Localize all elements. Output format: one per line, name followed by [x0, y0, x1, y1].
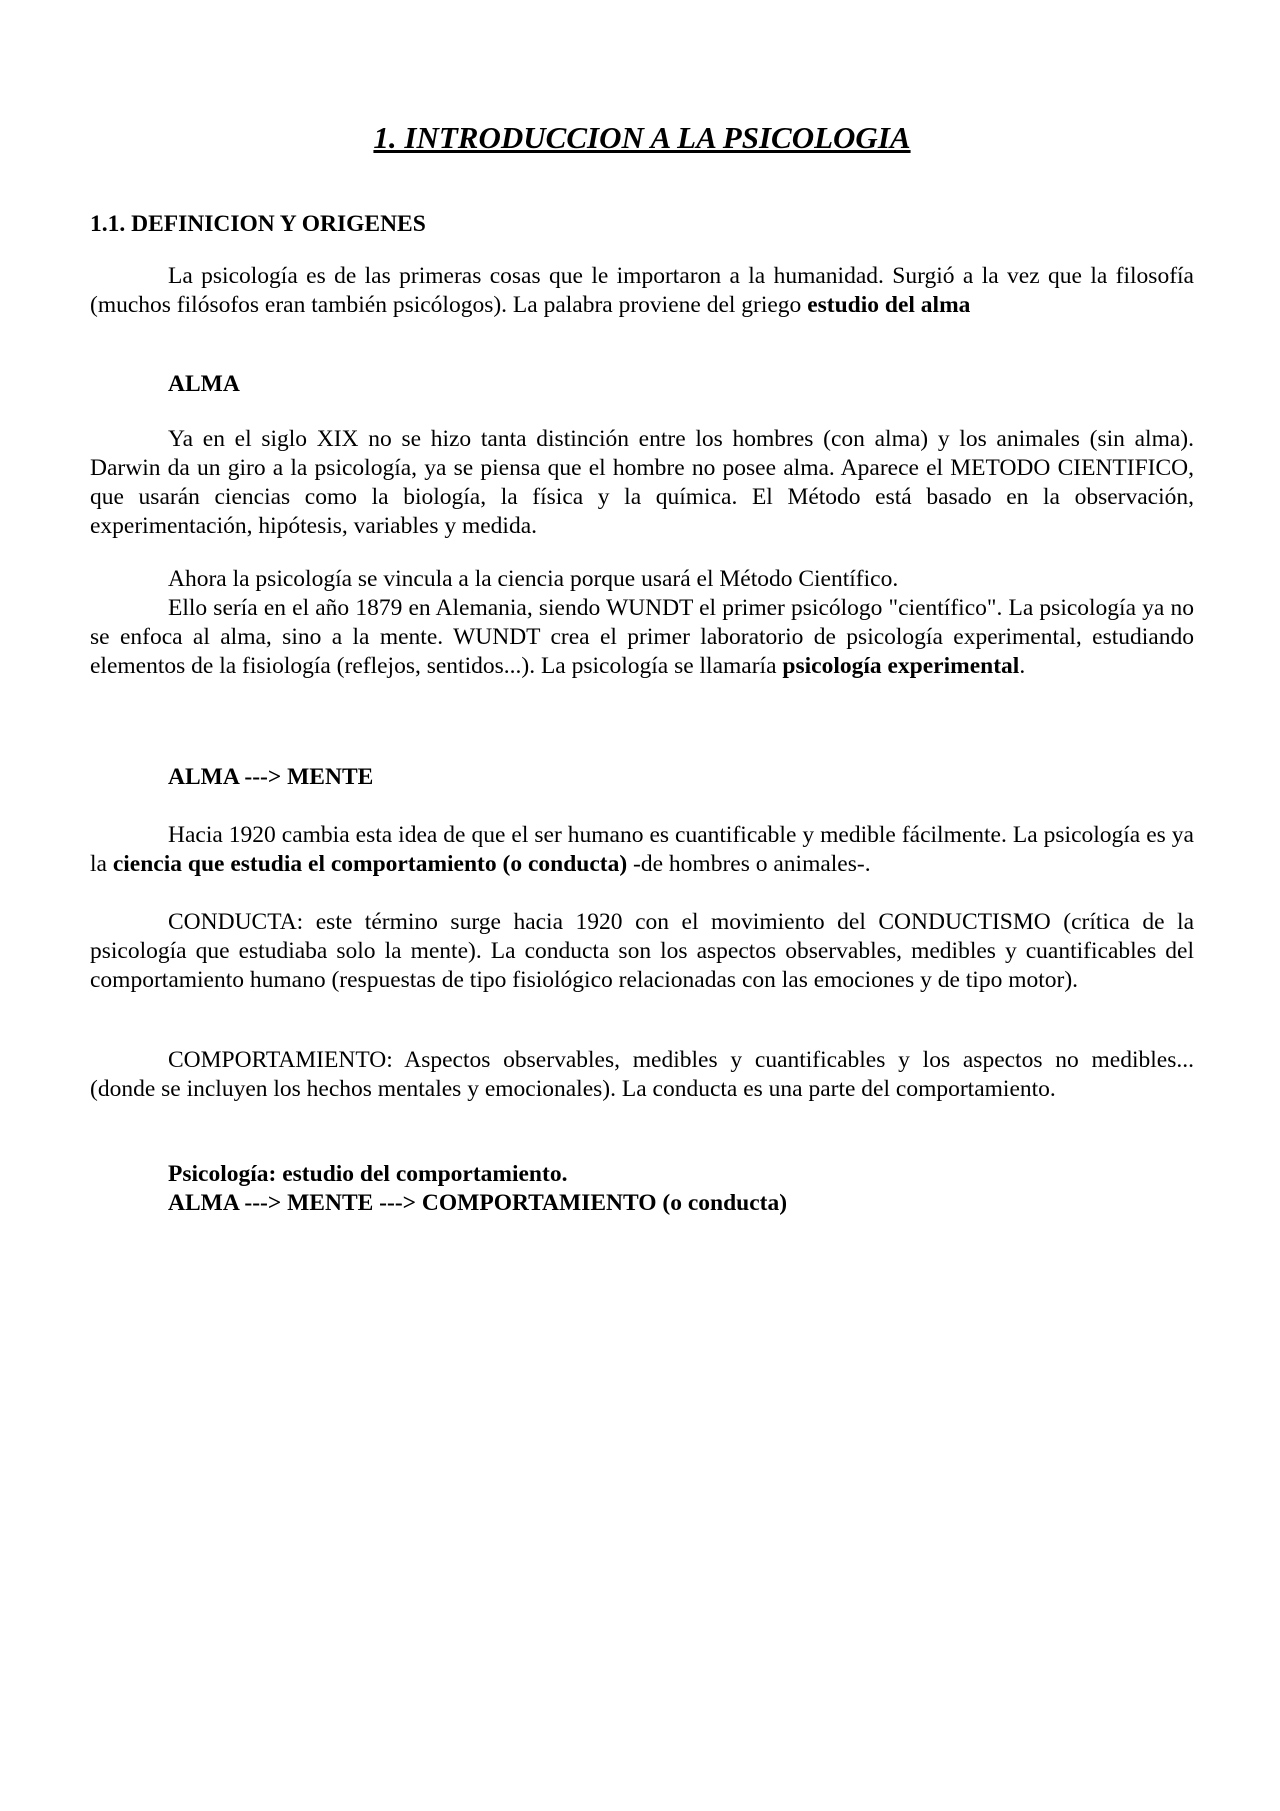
summary-definition: Psicología: estudio del comportamiento.	[168, 1161, 568, 1187]
document-title: 1. INTRODUCCION A LA PSICOLOGIA	[373, 120, 911, 155]
paragraph-comportamiento: COMPORTAMIENTO: Aspectos observables, medibles y cuantificables y los aspectos no medibles... (donde se incluyen los hechos mentales y emocionales). La conducta es una parte del comportamiento.	[90, 1047, 1194, 1102]
paragraph-darwin: Ya en el siglo XIX no se hizo tanta distinción entre los hombres (con alma) y los animales (sin alma). Darwin da un giro a la psicología, ya se piensa que el hombre no posee alma. Aparece el METODO CIENTIFICO, que usarán ciencias como la biología, la física y la química. El Método está basado en la observación, experimentación, hipótesis, variables y medida.	[90, 426, 1194, 539]
paragraph-origins	[90, 262, 1194, 320]
subheading-alma: ALMA	[168, 371, 240, 397]
subheading-alma-mente: ALMA ---> MENTE	[168, 764, 374, 790]
paragraph-wundt	[90, 594, 1194, 681]
paragraph-1920-text: Hacia 1920 cambia esta idea de que el ser humano es cuantificable y medible fácilmente. La psicología es ya la	[90, 822, 1194, 877]
paragraph-1920	[90, 821, 1194, 879]
summary-evolution: ALMA ---> MENTE ---> COMPORTAMIENTO (o conducta)	[168, 1190, 788, 1216]
paragraph-conducta: CONDUCTA: este término surge hacia 1920 con el movimiento del CONDUCTISMO (crítica de la psicología que estudiaba solo la mente). La conducta son los aspectos observables, medibles y cuantificables del comportamiento humano (respuestas de tipo fisiológico relacionadas con las emociones y de tipo motor).	[90, 909, 1194, 993]
paragraph-origins-bold: estudio del alma	[807, 292, 971, 318]
paragraph-origins-text: La psicología es de las primeras cosas que le importaron a la humanidad. Surgió a la vez que la filosofía (muchos filósofos eran también psicólogos). La palabra proviene del griego	[90, 263, 1194, 318]
paragraph-wundt-text: Ello sería en el año 1879 en Alemania, siendo WUNDT el primer psicólogo "científico". La psicología ya no se enfoca al alma, sino a la mente. WUNDT crea el primer laboratorio de psicología experimental, estudiando elementos de la fisiología (reflejos, sentidos...). La psicología se llamaría	[90, 595, 1194, 679]
paragraph-wundt-end: .	[1019, 653, 1026, 679]
paragraph-wundt-bold: psicología experimental	[782, 653, 1020, 679]
section-heading: 1.1. DEFINICION Y ORIGENES	[90, 211, 426, 237]
paragraph-metodo: Ahora la psicología se vincula a la ciencia porque usará el Método Científico.	[168, 566, 899, 592]
paragraph-1920-bold: ciencia que estudia el comportamiento (o conducta)	[112, 851, 628, 877]
paragraph-1920-end: -de hombres o animales-.	[627, 851, 871, 877]
